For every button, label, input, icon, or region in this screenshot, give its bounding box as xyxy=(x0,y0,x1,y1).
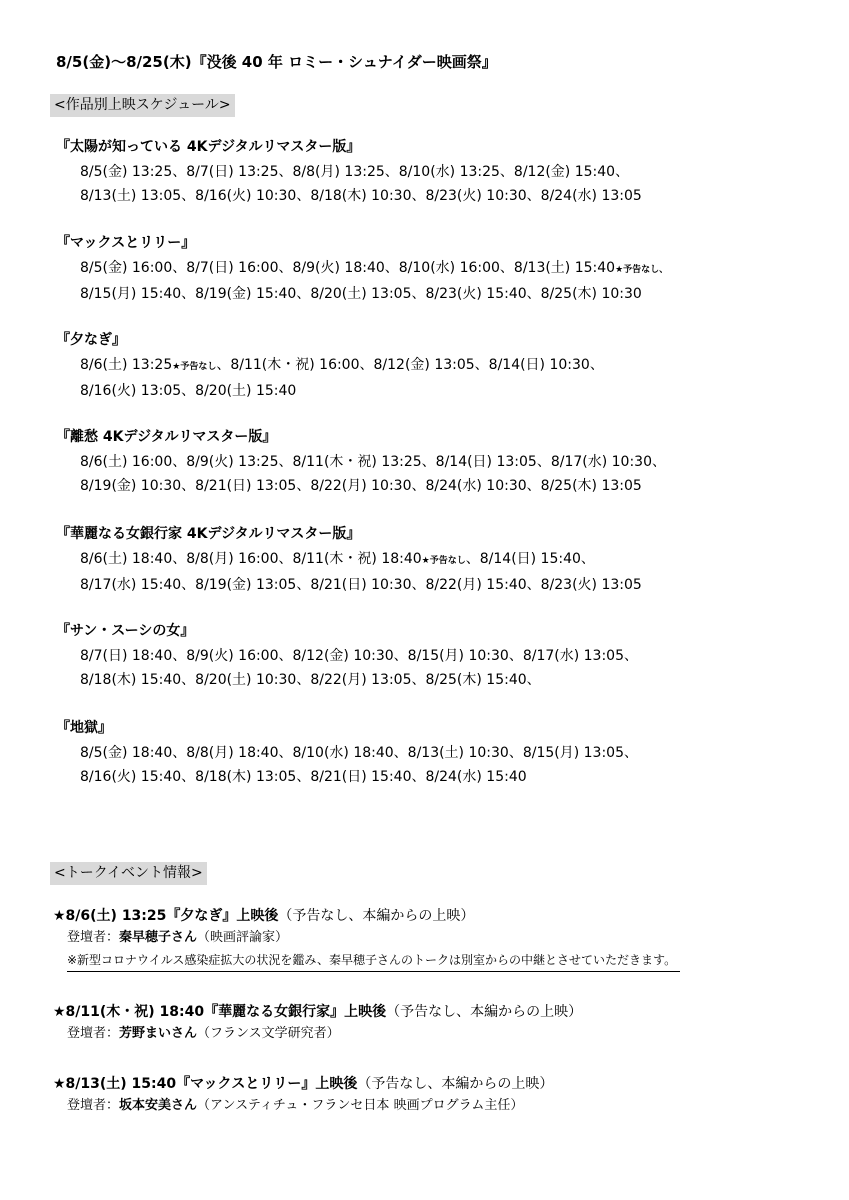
schedule-text: 8/6(土) 18:40、8/8(月) 16:00、8/11(木・祝) 18:40 xyxy=(80,551,422,567)
film-block-banker xyxy=(56,524,816,597)
talk-heading-main: ★8/13(土) 15:40『マックスとリリー』上映後 xyxy=(53,1076,358,1092)
no-trailer-note: ★予告なし xyxy=(421,556,466,566)
talk-heading-main: ★8/6(土) 13:25『夕なぎ』上映後 xyxy=(53,908,279,924)
film-block-jigoku xyxy=(56,718,816,789)
schedule-line: 8/5(金) 13:25、8/7(日) 13:25、8/8(月) 13:25、8/10(水) 13:25、8/12(金) 15:40、 xyxy=(80,164,630,180)
guest-role: （フランス文学研究者） xyxy=(197,1026,340,1041)
schedule-line: 8/13(土) 13:05、8/16(火) 10:30、8/18(木) 10:30、8/23(火) 10:30、8/24(水) 13:05 xyxy=(80,188,642,204)
film-title: 『華麗なる女銀行家 4Kデジタルリマスター版』 xyxy=(56,526,361,542)
film-title: 『太陽が知っている 4Kデジタルリマスター版』 xyxy=(56,139,361,155)
guest-prefix: 登壇者： xyxy=(67,1026,120,1041)
guest-prefix: 登壇者： xyxy=(67,930,120,945)
talk-event-1 xyxy=(53,906,813,972)
talk-heading-note: （予告なし、本編からの上映） xyxy=(278,908,475,924)
film-block-yunagi xyxy=(56,330,816,403)
guest-role: （映画評論家） xyxy=(197,930,289,945)
talk-event-3 xyxy=(53,1074,813,1117)
schedule-line: 8/5(金) 18:40、8/8(月) 18:40、8/10(水) 18:40、8/13(土) 10:30、8/15(月) 13:05、 xyxy=(80,745,638,761)
film-block-sans-souci xyxy=(56,621,816,692)
schedule-line: 8/15(月) 15:40、8/19(金) 15:40、8/20(土) 13:05、8/23(火) 15:40、8/25(木) 10:30 xyxy=(80,286,642,302)
schedule-line: 8/18(木) 15:40、8/20(土) 10:30、8/22(月) 13:05、8/25(木) 15:40、 xyxy=(80,672,541,688)
talk-guest xyxy=(67,1094,813,1117)
guest-name: 秦早穂子さん xyxy=(119,930,198,945)
talk-heading-main: ★8/11(木・祝) 18:40『華麗なる女銀行家』上映後 xyxy=(53,1004,387,1020)
schedule-line xyxy=(80,353,816,379)
film-block-taiyo xyxy=(56,137,816,208)
page-title: 8/5(金)～8/25(木)『没後 40 年 ロミー・シュナイダー映画祭』 xyxy=(56,53,497,71)
film-title: 『マックスとリリー』 xyxy=(56,235,196,251)
schedule-line xyxy=(80,256,816,282)
schedule-line: 8/16(火) 13:05、8/20(土) 15:40 xyxy=(80,383,297,399)
no-trailer-note: ★予告なし xyxy=(172,362,217,372)
talk-heading-note: （予告なし、本編からの上映） xyxy=(386,1004,583,1020)
talk-heading xyxy=(53,906,813,926)
talk-heading xyxy=(53,1074,813,1094)
film-title: 『夕なぎ』 xyxy=(56,332,126,348)
schedule-text: 、8/14(日) 15:40、 xyxy=(465,551,595,567)
guest-role: （アンスティチュ・フランセ日本 映画プログラム主任） xyxy=(197,1098,524,1113)
talk-guest xyxy=(67,1022,813,1045)
schedule-line: 8/6(土) 16:00、8/9(火) 13:25、8/11(木・祝) 13:25、8/14(日) 13:05、8/17(水) 10:30、 xyxy=(80,454,666,470)
talk-section-label: <トークイベント情報> xyxy=(50,862,207,885)
guest-prefix: 登壇者： xyxy=(67,1098,120,1113)
schedule-section-label: <作品別上映スケジュール> xyxy=(50,94,235,117)
talk-guest xyxy=(67,926,813,949)
film-title: 『サン・スーシの女』 xyxy=(56,623,195,639)
no-trailer-note: ★予告なし、 xyxy=(615,265,669,275)
film-block-max-lily xyxy=(56,233,816,306)
schedule-text: 、8/11(木・祝) 16:00、8/12(金) 13:05、8/14(日) 10:30、 xyxy=(216,357,604,373)
guest-name: 坂本安美さん xyxy=(119,1098,198,1113)
film-block-rishu xyxy=(56,427,816,498)
film-title: 『離愁 4Kデジタルリマスター版』 xyxy=(56,429,277,445)
film-title: 『地獄』 xyxy=(56,720,112,736)
talk-event-2 xyxy=(53,1002,813,1045)
talk-heading xyxy=(53,1002,813,1022)
talk-heading-note: （予告なし、本編からの上映） xyxy=(357,1076,554,1092)
guest-name: 芳野まいさん xyxy=(119,1026,198,1041)
schedule-line: 8/7(日) 18:40、8/9(火) 16:00、8/12(金) 10:30、8/15(月) 10:30、8/17(水) 13:05、 xyxy=(80,648,638,664)
schedule-line: 8/19(金) 10:30、8/21(日) 13:05、8/22(月) 10:30、8/24(水) 10:30、8/25(木) 13:05 xyxy=(80,478,642,494)
schedule-line: 8/16(火) 15:40、8/18(木) 13:05、8/21(日) 15:40、8/24(水) 15:40 xyxy=(80,769,527,785)
schedule-text: 8/6(土) 13:25 xyxy=(80,357,173,373)
schedule-text: 8/5(金) 16:00、8/7(日) 16:00、8/9(火) 18:40、8/10(水) 16:00、8/13(土) 15:40 xyxy=(80,260,616,276)
talk-remark: ※新型コロナウイルス感染症拡大の状況を鑑み、秦早穂子さんのトークは別室からの中継とさせていただきます。 xyxy=(67,949,680,972)
schedule-line xyxy=(80,547,816,573)
schedule-line: 8/17(水) 15:40、8/19(金) 13:05、8/21(日) 10:30、8/22(月) 15:40、8/23(火) 13:05 xyxy=(80,577,642,593)
